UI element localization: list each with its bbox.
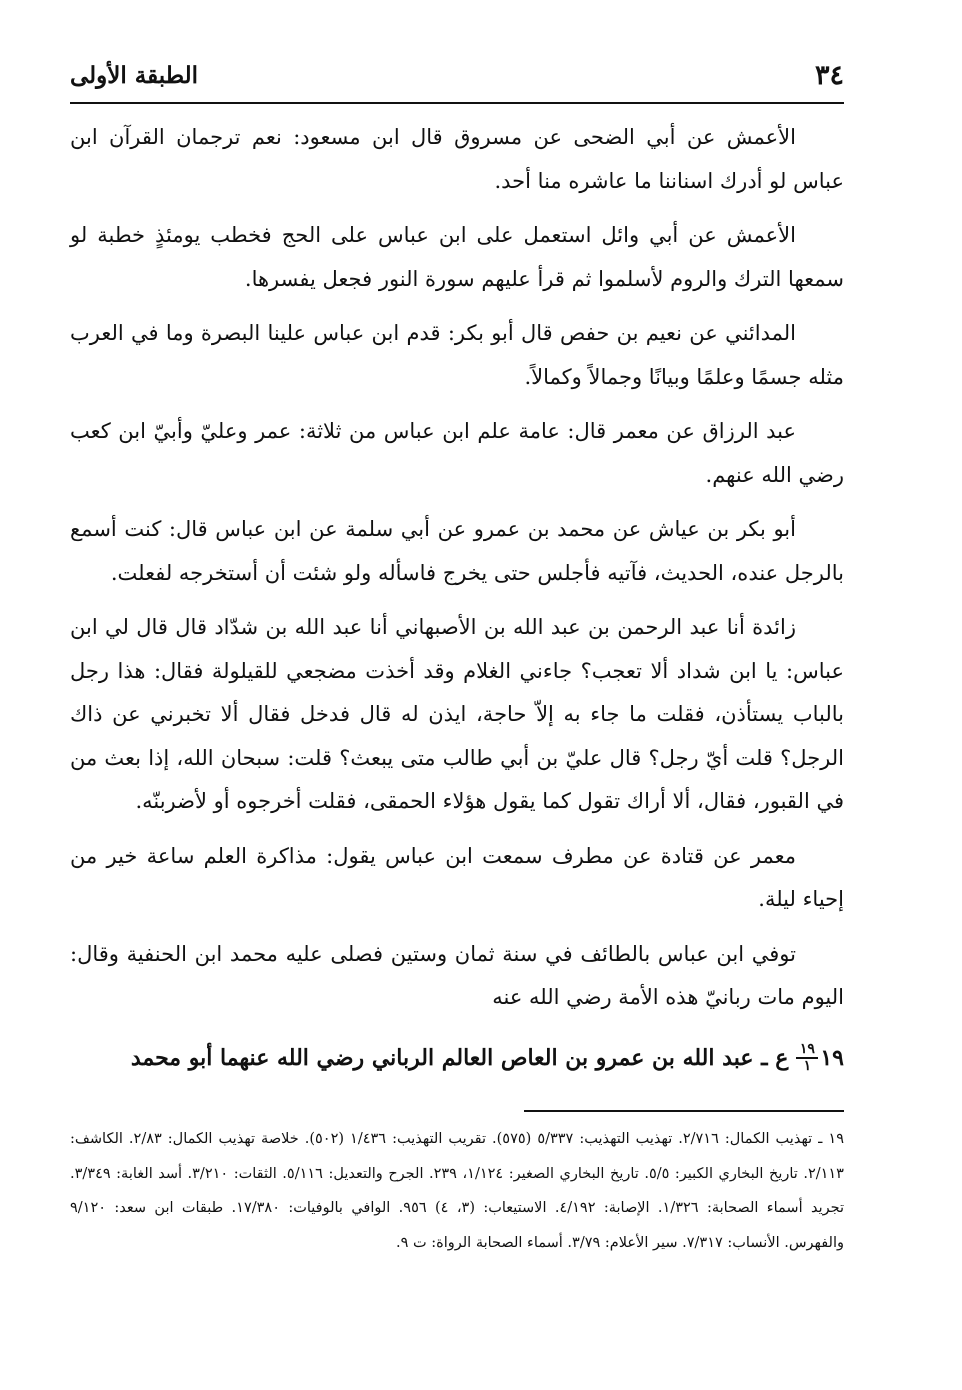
paragraph: توفي ابن عباس بالطائف في سنة ثمان وستين فصلى عليه محمد ابن الحنفية وقال: اليوم مات ربانيّ هذه الأمة رضي الله عنه: [70, 941, 844, 1009]
footnote: ١٩ ـ تهذيب الكمال: ٢/٧١٦. تهذيب التهذيب: ٥/٣٣٧ (٥٧٥). تقريب التهذيب: ١/٤٣٦ (٥٠٢). خلاصة تهذيب الكمال: ٢/٨٣. الكاشف: ٢/١١٣. تاريخ البخاري الكبير: ٥/٥. تاريخ البخاري الصغير: ١/١٢٤، ٢٣٩. الجرح والتعديل: ٥/١١٦. الثقات: ٣/٢١٠. أسد الغابة: ٣/٣٤٩. تجريد أسماء الصحابة: ١/٣٢٦. الإصابة: ٤/١٩٢. الاستيعاب: (٣، ٤) ٩٥٦. الوافي بالوفيات: ١٧/٣٨٠. طبقات ابن سعد: ٩/١٢٠ والفهرس. الأنساب: ٧/٣١٧. سير الأعلام: ٣/٧٩. أسماء الصحابة الرواة: ت ٩.: [70, 1131, 844, 1251]
footnotes: [70, 1122, 844, 1260]
biography-entry-heading: [70, 1028, 844, 1088]
running-title: الطبقة الأولى: [70, 61, 198, 89]
header-rule: [70, 102, 844, 104]
fraction-top: ١٩: [799, 1041, 815, 1057]
paragraph: زائدة أنا عبد الرحمن بن عبد الله بن الأصبهاني أنا عبد الله بن شدّاد قال قال لي ابن عباس: يا ابن شداد ألا تعجب؟ جاءني الغلام وقد أخذت مضجعي للقيلولة فقال: هذا رجل بالباب يستأذن، فقلت ما جاء به إلاّ حاجة، ايذن له قال فدخل فقال ألا تخبرني عن ذاك الرجل؟ قلت أيّ رجل؟ قال عليّ بن أبي طالب متى يبعث؟ قلت: سبحان الله، إذا بعث من في القبور، فقال، ألا أراك تقول كما يقول هؤلاء الحمقى، فقلت أخرجوه أو لأضربنّه.: [70, 615, 844, 813]
body-text: [70, 116, 844, 1031]
paragraph: عبد الرزاق عن معمر قال: عامة علم ابن عباس من ثلاثة: عمر وعليّ وأبيّ ابن كعب رضي الله عنهم.: [70, 419, 844, 487]
paragraph: معمر عن قتادة عن مطرف سمعت ابن عباس يقول: مذاكرة العلم ساعة خير من إحياء ليلة.: [70, 843, 844, 911]
fraction-bottom: ١: [803, 1058, 812, 1074]
paragraph: المدائني عن نعيم بن حفص قال أبو بكر: قدم ابن عباس علينا البصرة وما في العرب مثله جسمًا وعلمًا وبيانًا وجمالاً وكمالاً.: [70, 321, 844, 389]
entry-fraction: [796, 1042, 818, 1074]
page-header: [70, 52, 844, 98]
footnote-rule: [524, 1110, 844, 1112]
page-number: ٣٤: [814, 59, 844, 91]
paragraph: أبو بكر بن عياش عن محمد بن عمرو عن أبي سلمة عن ابن عباس قال: كنت أسمع بالرجل عنده، الحديث، فآتيه فأجلس حتى يخرج فاسأله ولو شئت أن أستخرجه لفعلت.: [70, 517, 844, 585]
entry-number: ١٩: [820, 1045, 844, 1071]
entry-title: ع ـ عبد الله بن عمرو بن العاص العالم الرباني رضي الله عنهما أبو محمد: [130, 1045, 789, 1071]
paragraph: الأعمش عن أبي وائل استعمل على ابن عباس على الحج فخطب يومئذٍ خطبة لو سمعها الترك والروم لأسلموا ثم قرأ عليهم سورة النور فجعل يفسرها.: [70, 223, 844, 291]
paragraph: الأعمش عن أبي الضحى عن مسروق قال ابن مسعود: نعم ترجمان القرآن ابن عباس لو أدرك اسناننا ما عاشره منا أحد.: [70, 125, 844, 193]
